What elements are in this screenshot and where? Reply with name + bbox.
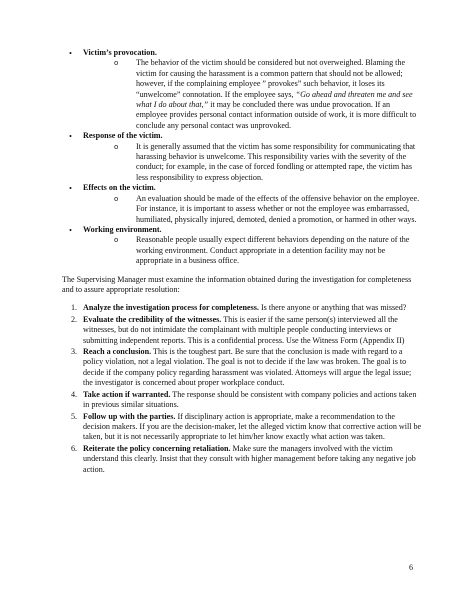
step-number: 2. (71, 314, 78, 324)
step-number: 6. (71, 443, 78, 453)
factor-heading: Response of the victim. (83, 131, 163, 141)
factor-heading: Working environment. (83, 224, 162, 234)
step-text: If disciplinary action is appropriate, make a recommendation to the decision makers. If you are the decision-maker, let the alleged victim know that corrective action will be taken, but it is not necessarily appropriate to let him/her know exactly what action was taken. (83, 411, 422, 442)
factor-item (62, 225, 422, 267)
step-item (62, 315, 422, 346)
review-steps-list (62, 303, 422, 475)
step-title: Evaluate the credibility of the witnesses. (83, 314, 222, 324)
step-item (62, 303, 422, 313)
step-number: 1. (71, 303, 78, 313)
step-number: 3. (71, 347, 78, 357)
step-text: The response should be consistent with company policies and actions taken in previous similar situations. (83, 389, 417, 410)
factor-heading: Effects on the victim. (83, 183, 156, 193)
factor-detail (83, 58, 422, 131)
factor-item (62, 131, 422, 183)
intro-paragraph: The Supervising Manager must examine the information obtained during the investigation for completeness and to assure appropriate resolution: (62, 274, 412, 294)
factor-item (62, 183, 422, 225)
page-content (62, 48, 422, 476)
step-number: 5. (71, 411, 78, 421)
step-text: This is easier if the same person(s) interviewed all the witnesses, but do not intimidate the complainant with multiple people conducting interviews or submitting independent reports. This is a confidential process. Use the Witness Form (Appendix II) (83, 314, 405, 345)
step-title: Reiterate the policy concerning retaliation. (83, 443, 231, 453)
factor-item (62, 48, 422, 131)
quoted-statement: “Go ahead and threaten me and see what I do about that,” (136, 89, 413, 110)
factor-detail-text: it may be concluded there was undue provocation. If an employee provides personal contact information outside of work, it is more difficult to conclude any personal contact was unprovoked. (136, 100, 417, 130)
factor-list (62, 48, 422, 267)
factor-heading: Victim’s provocation. (83, 48, 157, 57)
step-title: Take action if warranted. (83, 389, 171, 399)
factor-detail-text: The behavior of the victim should be considered but not overweighed. Blaming the victim for causing the harassment is a common pattern that should not be allowed; however, if the complaining employee ” provokes” such behavior, it loses its “unwelcome” connotation. If the employee says, (136, 58, 406, 99)
factor-detail: o An evaluation should be made of the effects of the offensive behavior on the employee. For instance, it is important to assess whether or not the employee was embarrassed, humiliated, physically injured, demoted, denied a promotion, or harmed in other ways. (83, 194, 422, 225)
step-text: Is there anyone or anything that was missed? (258, 303, 407, 313)
step-text: Make sure the managers involved with the victim understand this clearly. Insist that they consult with higher management before taking any negative job action. (83, 443, 416, 474)
step-item (62, 412, 422, 443)
factor-detail: o It is generally assumed that the victim has some responsibility for communicating that harassing behavior is unwelcome. This responsibility varies with the severity of the conduct; for example, in the case of forced fondling or attempted rape, the victim has less responsibility to express objection. (83, 142, 422, 184)
step-title: Analyze the investigation process for completeness. (83, 303, 259, 313)
step-number: 4. (71, 389, 78, 399)
step-text: This is the toughest part. Be sure that the conclusion is made with regard to a policy violation, not a legal violation. The goal is not to decide if the law was broken. The goal is to decide if the company policy regarding harassment was violated. Attorneys will argue the legal issue; the investigator is concerned about proper workplace conduct. (83, 347, 412, 388)
step-item (62, 390, 422, 411)
step-title: Follow up with the parties. (83, 411, 176, 421)
step-title: Reach a conclusion. (83, 347, 152, 357)
factor-detail: o Reasonable people usually expect different behaviors depending on the nature of the working environment. Conduct appropriate in a detention facility may not be appropriate in a business office. (83, 235, 422, 266)
step-item (62, 347, 422, 389)
step-item (62, 444, 422, 475)
page-number: 6 (409, 563, 414, 572)
